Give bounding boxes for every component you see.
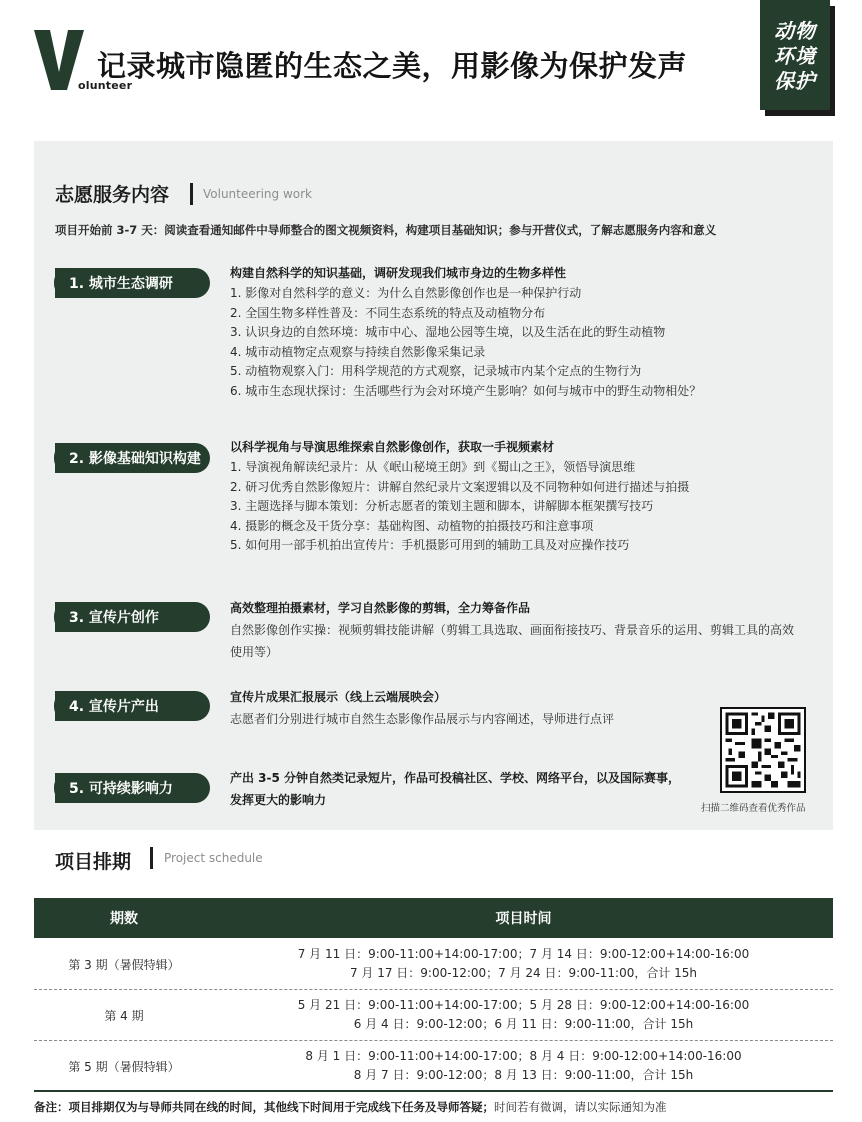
module-item: 2. 研习优秀自然影像短片：讲解自然纪录片文案逻辑以及不同物种如何进行描述与拍摄	[230, 479, 690, 494]
badge-line: 动物	[774, 18, 816, 43]
module-item: 5. 如何用一部手机拍出宣传片：手机摄影可用到的辅助工具及对应操作技巧	[230, 538, 630, 552]
time-line: 8 月 1 日：9:00-11:00+14:00-17:00；8 月 4 日：9:00-12:00+14:00-16:00	[305, 1049, 742, 1063]
time-cell	[214, 1041, 833, 1091]
badge-line: 保护	[774, 68, 816, 93]
module-content-5	[230, 767, 690, 811]
module-item: 1. 导演视角解读纪录片：从《岷山秘境王朗》到《蜀山之王》，领悟导演思维	[230, 460, 636, 474]
module-item: 5. 动植物观察入门：用科学规范的方式观察，记录城市内某个定点的生物行为	[230, 364, 642, 378]
module-body: 自然影像创作实操：视频剪辑技能讲解（剪辑工具选取、画面衔接技巧、背景音乐的运用、剪辑工具的高效使用等）	[230, 623, 795, 659]
module-label-5: 5. 可持续影响力	[55, 773, 210, 803]
time-line: 5 月 21 日：9:00-11:00+14:00-17:00；5 月 28 日：9:00-12:00+14:00-16:00	[297, 998, 750, 1012]
module-content-1	[230, 262, 701, 401]
title-divider	[190, 183, 193, 205]
badge-line: 环境	[774, 43, 816, 68]
module-label-1: 1. 城市生态调研	[55, 268, 210, 298]
section-subtitle-service: Volunteering work	[203, 187, 312, 201]
section-subtitle-schedule: Project schedule	[164, 851, 263, 865]
time-line: 7 月 11 日：9:00-11:00+14:00-17:00；7 月 14 日：9:00-12:00+14:00-16:00	[297, 947, 750, 961]
qr-caption: 扫描二维码查看优秀作品	[701, 803, 806, 814]
section-title-schedule: 项目排期	[55, 851, 132, 873]
qr-code-icon[interactable]	[720, 707, 806, 793]
module-content-4	[230, 686, 700, 730]
time-cell	[214, 990, 833, 1040]
table-row	[34, 1041, 833, 1091]
period-cell: 第 4 期	[104, 1008, 144, 1023]
v-logo-icon	[34, 30, 84, 90]
module-item: 3. 主题选择与脚本策划：分析志愿者的策划主题和脚本，讲解脚本框架撰写技巧	[230, 499, 654, 513]
module-heading: 构建自然科学的知识基础，调研发现我们城市身边的生物多样性	[230, 266, 567, 280]
module-heading: 宣传片成果汇报展示（线上云端展映会）	[230, 690, 447, 704]
time-cell	[214, 939, 833, 989]
period-cell: 第 3 期（暑假特辑）	[68, 957, 180, 972]
note-bold: 备注：项目排期仅为与导师共同在线的时间，其他线下时间用于完成线下任务及导师答疑；	[34, 1100, 494, 1114]
module-label-2: 2. 影像基础知识构建	[55, 443, 210, 473]
module-content-3	[230, 597, 800, 663]
column-header-time: 项目时间	[495, 911, 552, 927]
module-item: 4. 城市动植物定点观察与持续自然影像采集记录	[230, 344, 486, 359]
table-bottom-rule	[34, 1090, 833, 1092]
module-heading: 高效整理拍摄素材，学习自然影像的剪辑，全力筹备作品	[230, 601, 531, 615]
module-item: 4. 摄影的概念及干货分享：基础构图、动植物的拍摄技巧和注意事项	[230, 518, 594, 533]
module-label-3: 3. 宣传片创作	[55, 602, 210, 632]
module-content-2	[230, 436, 689, 556]
module-item: 3. 认识身边的自然环境：城市中心、湿地公园等生境，以及生活在此的野生动植物	[230, 325, 666, 339]
module-body: 志愿者们分别进行城市自然生态影像作品展示与内容阐述，导师进行点评	[230, 712, 615, 726]
table-row	[34, 939, 833, 989]
time-line: 7 月 17 日：9:00-12:00；7 月 24 日：9:00-11:00，合计 15h	[349, 966, 698, 980]
page-title: 记录城市隐匿的生态之美，用影像为保护发声	[97, 49, 688, 83]
module-heading: 产出 3-5 分钟自然类记录短片，作品可投稿社区、学校、网络平台，以及国际赛事，发挥更大的影响力	[230, 771, 681, 807]
time-line: 6 月 4 日：9:00-12:00；6 月 11 日：9:00-11:00，合计 15h	[353, 1017, 694, 1031]
logo-subword: olunteer	[78, 79, 133, 92]
column-header-period: 期数	[110, 911, 138, 927]
section-title-service: 志愿服务内容	[55, 184, 170, 206]
module-item: 6. 城市生态现状探讨：生活哪些行为会对环境产生影响？如何与城市中的野生动物相处？	[230, 383, 702, 398]
schedule-table-header	[34, 898, 833, 938]
note-rest: 时间若有微调，请以实际通知为准	[494, 1100, 667, 1114]
module-item: 2. 全国生物多样性普及：不同生态系统的特点及动植物分布	[230, 305, 546, 320]
period-cell: 第 5 期（暑假特辑）	[68, 1059, 180, 1074]
topic-badge	[760, 0, 830, 110]
module-heading: 以科学视角与导演思维探索自然影像创作，获取一手视频素材	[230, 440, 555, 454]
service-intro: 项目开始前 3-7 天：阅读查看通知邮件中导师整合的图文视频资料，构建项目基础知识；参与开营仪式，了解志愿服务内容和意义	[55, 223, 717, 237]
table-row	[34, 990, 833, 1040]
time-line: 8 月 7 日：9:00-12:00；8 月 13 日：9:00-11:00，合计 15h	[353, 1068, 694, 1082]
title-divider	[150, 847, 153, 869]
schedule-note	[34, 1099, 667, 1115]
module-label-4: 4. 宣传片产出	[55, 691, 210, 721]
module-item: 1. 影像对自然科学的意义：为什么自然影像创作也是一种保护行动	[230, 286, 582, 300]
